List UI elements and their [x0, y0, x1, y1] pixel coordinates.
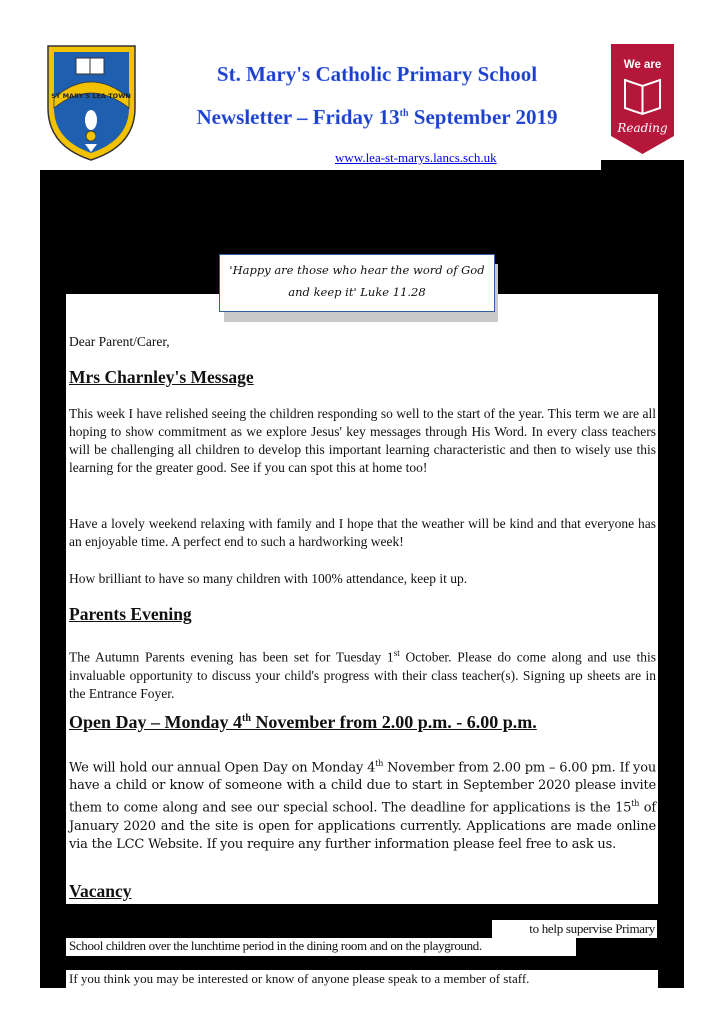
school-name: St. Mary's Catholic Primary School [216, 62, 538, 86]
reading-text: Reading [617, 121, 668, 135]
open-day-heading: Open Day – Monday 4th November from 2.00 p.m. - 6.00 p.m. [69, 712, 537, 732]
newsletter-title: Newsletter – Friday 13th September 2019 [196, 105, 558, 129]
message-para-2: Have a lovely weekend relaxing with family and I hope that the weather will be kind and that everyone has an enjoyable time. A perfect end to such a hardworking week! [69, 516, 656, 549]
vacancy-heading: Vacancy [69, 881, 132, 901]
we-are-reading-icon [601, 38, 684, 160]
school-crest-icon [40, 38, 143, 170]
parents-evening-heading: Parents Evening [69, 604, 192, 624]
parents-evening-para: The Autumn Parents evening has been set for Tuesday 1st October. Please do come along and use this invaluable opportunity to discuss your child's progress with their class teacher(s). Signing up sheets are in the Entrance Foyer. [69, 648, 656, 701]
we-are-text: We are [623, 59, 662, 71]
website-link[interactable]: www.lea-st-marys.lancs.sch.uk [335, 150, 497, 165]
vacancy-line-1: to help supervise Primary [529, 921, 655, 936]
crest-text: ST MARY'S LEA TOWN [51, 92, 131, 100]
message-para-3: How brilliant to have so many children with 100% attendance, keep it up. [69, 571, 468, 586]
right-logo-area [601, 38, 684, 160]
greeting: Dear Parent/Carer, [69, 334, 170, 349]
message-para-1: This week I have relished seeing the children responding so well to the start of the year. This term we are all hoping to show commitment as we explore Jesus' key messages through His Word. In every class teachers will be challenging all children to develop this important learning characteristic and then to wisely use this learning for the greater good. See if you can spot this at home too! [69, 406, 656, 475]
vacancy-line-2: School children over the lunchtime period in the dining room and on the playground. [69, 938, 482, 953]
quote-line-1: 'Happy are those who hear the word of God [229, 263, 485, 277]
message-heading: Mrs Charnley's Message [69, 367, 254, 387]
scripture-quote [219, 254, 495, 312]
left-logo-area [40, 38, 143, 170]
open-day-para: We will hold our annual Open Day on Monday 4th November from 2.00 pm – 6.00 pm. If you have a child or know of someone with a child due to start in September 2020 please invite them to come along and see our special school. The deadline for applications is the 15th of January 2020 and the site is open for applications currently. Applications are made online via the LCC Website. If you require any further information please feel free to ask us. [69, 759, 656, 852]
quote-line-2: and keep it' Luke 11.28 [288, 285, 426, 299]
vacancy-line-3: If you think you may be interested or know of anyone please speak to a member of staff. [69, 971, 530, 986]
